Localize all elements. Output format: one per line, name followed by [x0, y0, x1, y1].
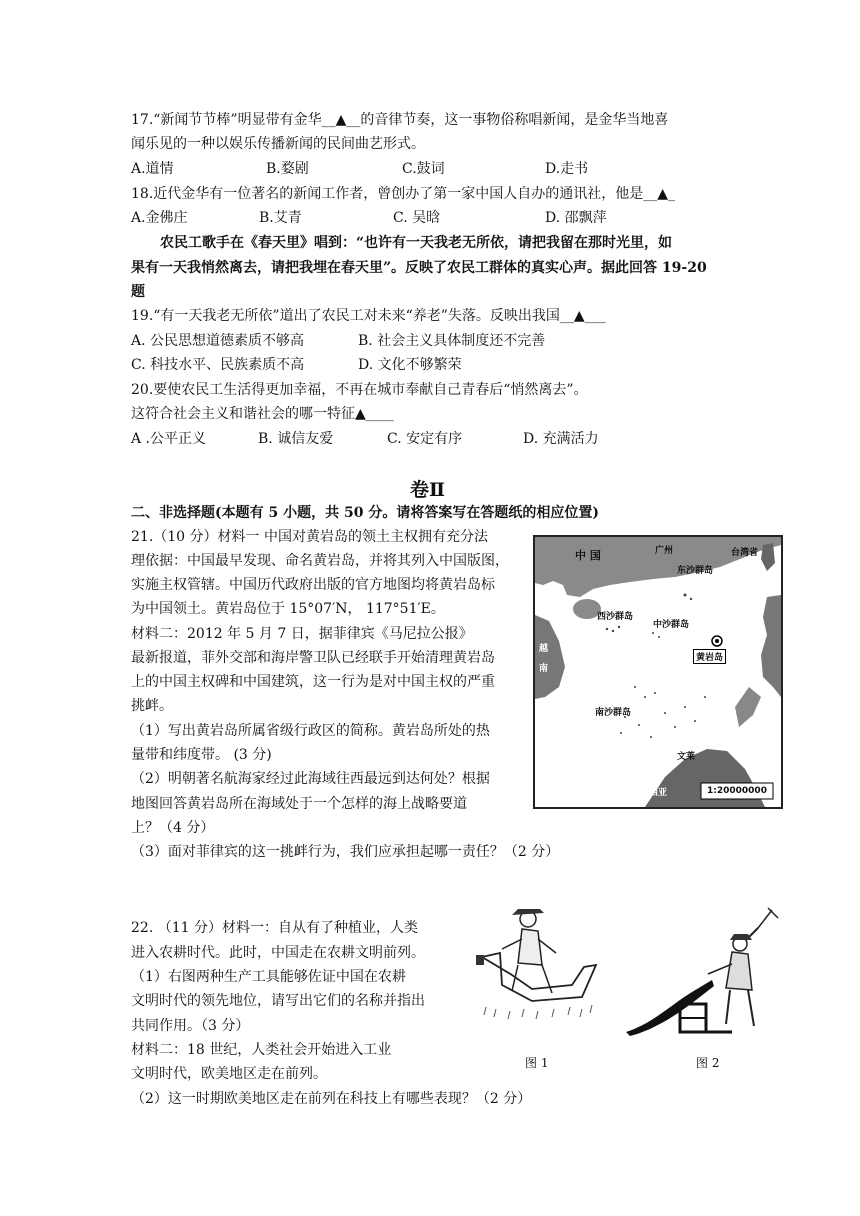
section-title: 卷Ⅱ: [410, 479, 446, 501]
q20-option-d: D. 充满活力: [523, 431, 599, 447]
figure-2-plough: [622, 904, 782, 1039]
q22-line: （2）这一时期欧美地区走在前列在科技上有哪些表现？（2 分）: [131, 1091, 532, 1107]
map-label-guangzhou: 广州: [655, 546, 674, 556]
q17-option-a: A.道情: [131, 161, 174, 177]
q21-line: 21.（10 分）材料一 中国对黄岩岛的领土主权拥有充分法: [131, 529, 488, 545]
q22-line: 22. （11 分）材料一：自从有了种植业，人类: [131, 920, 418, 936]
q22-line: 文明时代，欧美地区走在前列。: [131, 1066, 327, 1082]
q21-line: （2）明朝著名航海家经过此海域往西最远到达何处？根据: [131, 771, 490, 787]
map-label-dongsha: 东沙群岛: [677, 566, 714, 576]
map-label-nansha: 南沙群岛: [595, 708, 632, 718]
q17-option-c: C.鼓词: [402, 161, 445, 177]
q21-line: （3）面对菲律宾的这一挑衅行为，我们应承担起哪一责任？（2 分）: [131, 844, 560, 860]
map-label-zhongsha: 中沙群岛: [653, 620, 690, 630]
q22-line: （1）右图两种生产工具能够佐证中国在农耕: [131, 969, 406, 985]
q18-line1: 18.近代金华有一位著名的新闻工作者，曾创办了第一家中国人自办的通讯社，他是__▲_: [131, 186, 676, 202]
intro-line3: 题: [131, 284, 145, 300]
q19-line1: 19.“有一天我老无所依”道出了农民工对未来“养老”失落。反映出我国__▲___: [131, 308, 606, 324]
q21-line: 最新报道，菲外交部和海岸警卫队已经联手开始清理黄岩岛: [131, 650, 495, 666]
q17-line1: 17.“新闻节节棒”明显带有金华__▲__的音律节奏，这一事物俗称唱新闻，是金华当地喜: [131, 112, 669, 128]
q19-option-b: B. 社会主义具体制度还不完善: [358, 333, 546, 349]
q20-option-b: B. 诚信友爱: [258, 431, 334, 447]
q21-line: （1）写出黄岩岛所属省级行政区的简称。黄岩岛所处的热: [131, 723, 490, 739]
map-label-yue: 越: [539, 644, 549, 654]
map-label-xisha: 西沙群岛: [597, 612, 634, 622]
q21-line: 为中国领土。黄岩岛位于 15°07′N， 117°51′E。: [131, 601, 445, 617]
q20-line2: 这符合社会主义和谐社会的哪一特征▲____: [131, 406, 394, 422]
q21-line: 挑衅。: [131, 698, 173, 714]
q22-line: 共同作用。（3 分）: [131, 1018, 250, 1034]
q21-line: 理依据：中国最早发现、命名黄岩岛，并将其列入中国版图，: [131, 553, 509, 569]
figure-2-caption: 图 2: [696, 1056, 720, 1070]
map-label-nan: 南: [539, 664, 549, 674]
q21-line: 上的中国主权碑和中国建筑，这一行为是对中国主权的严重: [131, 674, 495, 690]
q21-line: 实施主权管辖。中国历代政府出版的官方地图均将黄岩岛标: [131, 577, 495, 593]
q21-line: 量带和纬度带。 (3 分): [131, 747, 272, 763]
q20-option-a: A .公平正义: [131, 431, 207, 447]
q18-option-c: C. 吴晗: [393, 210, 441, 226]
q22-line: 材料二：18 世纪，人类社会开始进入工业: [131, 1042, 392, 1058]
map-scale: 1:20000000: [707, 786, 767, 796]
q17-line2: 闻乐见的一种以娱乐传播新闻的民间曲艺形式。: [131, 136, 425, 152]
q18-option-b: B.艾青: [259, 210, 302, 226]
map-label-taiwan: 台湾省: [731, 548, 759, 558]
q18-option-d: D. 邵飘萍: [545, 210, 607, 226]
q18-option-a: A.金佛庄: [131, 210, 188, 226]
figure-1-seedling-horse: [472, 905, 604, 1030]
figure-1-caption: 图 1: [525, 1056, 549, 1070]
q21-line: 材料二：2012 年 5 月 7 日，据菲律宾《马尼拉公报》: [131, 626, 473, 642]
q19-option-c: C. 科技水平、民族素质不高: [131, 357, 305, 373]
q21-line: 地图回答黄岩岛所在海域处于一个怎样的海上战略要道: [131, 796, 467, 812]
q20-option-c: C. 安定有序: [387, 431, 463, 447]
q22-line: 进入农耕时代。此时，中国走在农耕文明前列。: [131, 945, 425, 961]
q21-line: 上？（4 分）: [131, 820, 215, 836]
map-drawing: [535, 537, 781, 807]
map-label-china: 中 国: [575, 549, 601, 562]
q17-option-b: B.婺剧: [266, 161, 309, 177]
south-china-sea-map: [533, 535, 783, 809]
q17-option-d: D.走书: [545, 161, 589, 177]
q19-option-d: D. 文化不够繁荣: [358, 357, 462, 373]
map-label-huangyan: 黄岩岛: [693, 649, 726, 664]
map-label-wenlai: 文莱: [677, 752, 696, 762]
section-heading: 二、非选择题(本题有 5 小题，共 50 分。请将答案写在答题纸的相应位置): [131, 505, 599, 521]
intro-line2: 果有一天我悄然离去，请把我埋在春天里”。反映了农民工群体的真实心声。据此回答 19-20: [131, 260, 707, 276]
q20-line1: 20.要使农民工生活得更加幸福，不再在城市奉献自己青春后“悄然离去”。: [131, 382, 588, 398]
intro-line1: 农民工歌手在《春天里》唱到：“也许有一天我老无所依，请把我留在那时光里，如: [160, 235, 673, 251]
map-label-malaysia: 马来西亚: [631, 788, 668, 798]
q19-option-a: A. 公民思想道德素质不够高: [131, 333, 305, 349]
q22-line: 文明时代的领先地位，请写出它们的名称并指出: [131, 993, 425, 1009]
